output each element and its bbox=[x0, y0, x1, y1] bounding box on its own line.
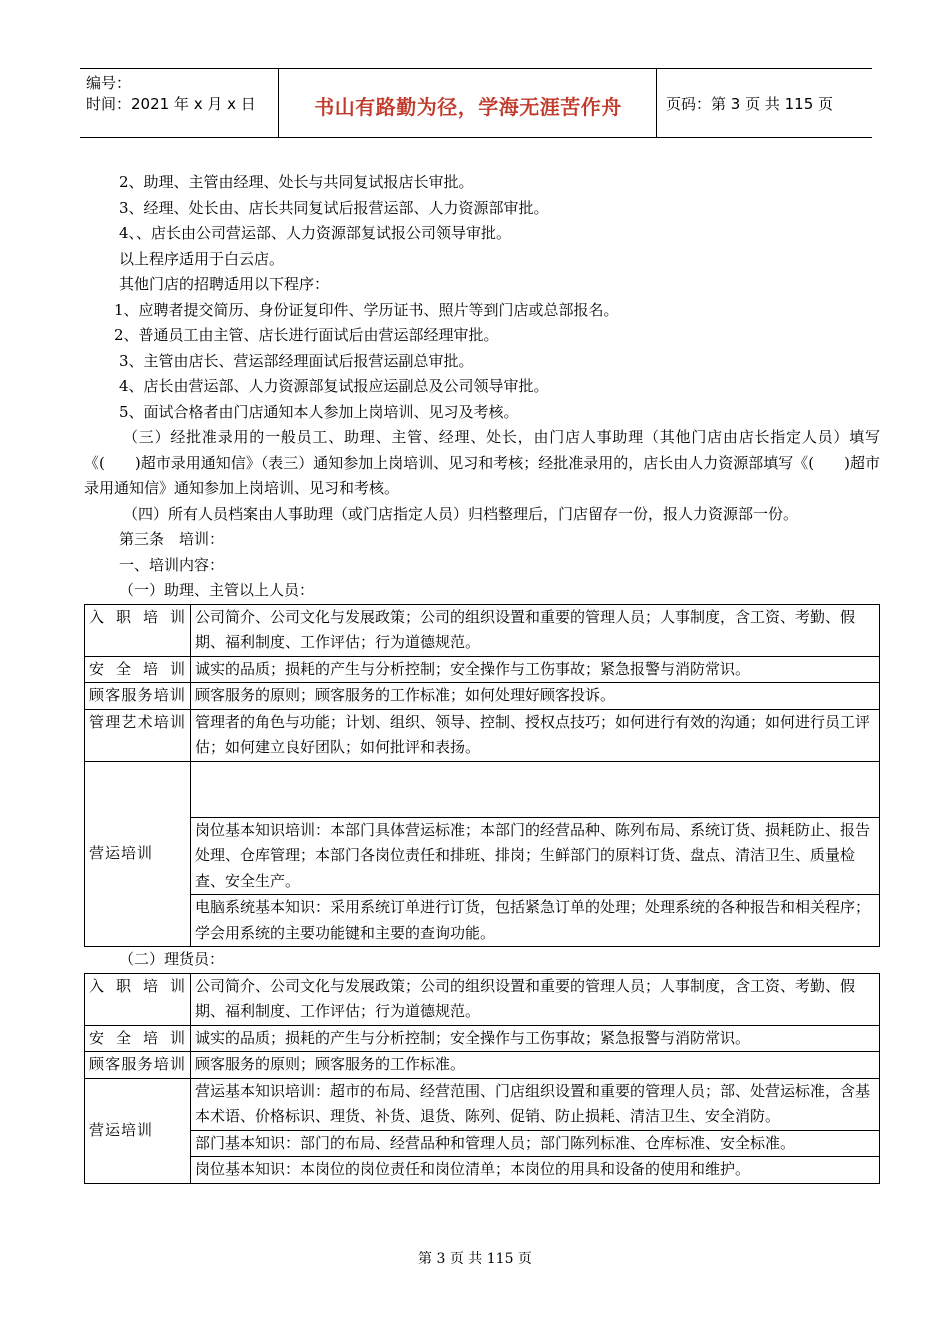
doc-date-label: 时间：2021 年 x 月 x 日 bbox=[86, 95, 256, 113]
section-2-title: （二）理货员： bbox=[119, 950, 225, 968]
row-key: 安全培训 bbox=[85, 656, 191, 683]
table-row bbox=[85, 1157, 880, 1184]
page-footer: 第 3 页 共 115 页 bbox=[418, 1251, 532, 1267]
header-divider bbox=[278, 69, 279, 137]
body-line: 1、应聘者提交简历、身份证复印件、学历证书、照片等到门店或总部报名。 bbox=[114, 300, 619, 319]
body-line: 2、助理、主管由经理、处长与共同复试报店长审批。 bbox=[119, 173, 474, 191]
body-line: 4、店长由营运部、人力资源部复试报应运副总及公司领导审批。 bbox=[119, 377, 549, 395]
header-page-label: 页码：第 3 页 共 115 页 bbox=[666, 95, 834, 113]
table-row bbox=[85, 683, 880, 710]
row-value: 管理者的角色与功能；计划、组织、领导、控制、授权点技巧；如何进行有效的沟通；如何进行员工评估；如何建立良好团队；如何批评和表扬。 bbox=[191, 709, 880, 761]
row-key: 管理艺术培训 bbox=[85, 709, 191, 761]
paragraph-3: （三）经批准录用的一般员工、助理、主管、经理、处长，由门店人事助理（其他门店由店长指定人员）填写《( )超市录用通知信》（表三）通知参加上岗培训、见习和考核；经批准录用的，店长由人力资源部填写《( )超市录用通知信》通知参加上岗培训、见习和考核。 bbox=[84, 428, 880, 497]
body-line: 5、面试合格者由门店通知本人参加上岗培训、见习及考核。 bbox=[119, 402, 519, 421]
row-key: 顾客服务培训 bbox=[85, 1052, 191, 1079]
body-line: 4、、店长由公司营运部、人力资源部复试报公司领导审批。 bbox=[119, 224, 512, 242]
row-key: 营运培训 bbox=[85, 1078, 191, 1183]
table-row bbox=[85, 817, 880, 895]
row-key: 入职培训 bbox=[85, 973, 191, 1025]
training-content-heading: 一、培训内容： bbox=[119, 555, 225, 574]
training-table-clerks bbox=[84, 973, 880, 1184]
row-value: 营运基本知识培训：超市的布局、经营范围、门店组织设置和重要的管理人员；部、处营运标准，含基本术语、价格标识、理货、补货、退货、陈列、促销、防止损耗、清洁卫生、安全消防。 bbox=[191, 1078, 880, 1130]
body-line: 以上程序适用于白云店。 bbox=[119, 249, 285, 268]
row-value: 顾客服务的原则；顾客服务的工作标准；如何处理好顾客投诉。 bbox=[191, 683, 880, 710]
row-key: 营运培训 bbox=[85, 761, 191, 947]
table-row bbox=[85, 1130, 880, 1157]
body-line: 其他门店的招聘适用以下程序： bbox=[119, 275, 330, 293]
table-row bbox=[85, 709, 880, 761]
row-key: 安全培训 bbox=[85, 1025, 191, 1052]
row-value: 岗位基本知识：本岗位的岗位责任和岗位清单；本岗位的用具和设备的使用和维护。 bbox=[191, 1157, 880, 1184]
row-value: 公司简介、公司文化与发展政策；公司的组织设置和重要的管理人员；人事制度，含工资、考勤、假期、福利制度、工作评估；行为道德规范。 bbox=[191, 973, 880, 1025]
section-1-title: （一）助理、主管以上人员： bbox=[119, 581, 315, 599]
header-meta bbox=[86, 73, 278, 115]
row-value-blank bbox=[191, 761, 880, 817]
table-row bbox=[85, 1025, 880, 1052]
document-body bbox=[84, 170, 880, 1184]
table-row bbox=[85, 761, 880, 817]
article-3-heading: 第三条 培训： bbox=[119, 530, 225, 548]
row-value: 公司简介、公司文化与发展政策；公司的组织设置和重要的管理人员；人事制度，含工资、考勤、假期、福利制度、工作评估；行为道德规范。 bbox=[191, 604, 880, 656]
body-line: 3、主管由店长、营运部经理面试后报营运副总审批。 bbox=[119, 351, 474, 370]
table-row bbox=[85, 604, 880, 656]
row-value: 岗位基本知识培训：本部门具体营运标准；本部门的经营品种、陈列布局、系统订货、损耗防止、报告处理、仓库管理；本部门各岗位责任和排班、排岗；生鲜部门的原料订货、盘点、清洁卫生、质量检查、安全生产。 bbox=[191, 817, 880, 895]
doc-number-label: 编号： bbox=[86, 74, 132, 92]
header-divider bbox=[656, 69, 657, 137]
page-header bbox=[80, 68, 872, 138]
table-row bbox=[85, 973, 880, 1025]
training-table-managers bbox=[84, 604, 880, 948]
row-value: 诚实的品质；损耗的产生与分析控制；安全操作与工伤事故；紧急报警与消防常识。 bbox=[191, 1025, 880, 1052]
row-value: 诚实的品质；损耗的产生与分析控制；安全操作与工伤事故；紧急报警与消防常识。 bbox=[191, 656, 880, 683]
table-row bbox=[85, 895, 880, 947]
row-value: 部门基本知识：部门的布局、经营品种和管理人员；部门陈列标准、仓库标准、安全标准。 bbox=[191, 1130, 880, 1157]
body-line: 2、普通员工由主管、店长进行面试后由营运部经理审批。 bbox=[114, 326, 499, 344]
row-value: 电脑系统基本知识：采用系统订单进行订货，包括紧急订单的处理；处理系统的各种报告和相关程序；学会用系统的主要功能键和主要的查询功能。 bbox=[191, 895, 880, 947]
header-motto: 书山有路勤为径，学海无涯苦作舟 bbox=[314, 95, 622, 119]
body-line: 3、经理、处长由、店长共同复试后报营运部、人力资源部审批。 bbox=[119, 198, 549, 217]
table-row bbox=[85, 1052, 880, 1079]
row-key: 入职培训 bbox=[85, 604, 191, 656]
paragraph-4: （四）所有人员档案由人事助理（或门店指定人员）归档整理后，门店留存一份，报人力资源部一份。 bbox=[123, 504, 799, 523]
row-key: 顾客服务培训 bbox=[85, 683, 191, 710]
table-row bbox=[85, 656, 880, 683]
row-value: 顾客服务的原则；顾客服务的工作标准。 bbox=[191, 1052, 880, 1079]
table-row bbox=[85, 1078, 880, 1130]
